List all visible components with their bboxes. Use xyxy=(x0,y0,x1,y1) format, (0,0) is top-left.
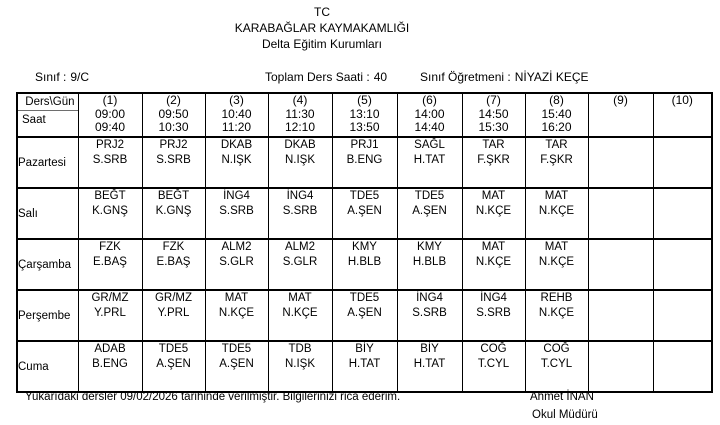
lesson-code: TDE5 xyxy=(221,343,252,355)
lesson-cell xyxy=(332,341,397,392)
total-hours-value: 40 xyxy=(373,70,388,84)
lesson-cell xyxy=(205,239,268,290)
lesson-teacher: N.KÇE xyxy=(282,306,318,319)
lesson-teacher: T.CYL xyxy=(477,357,510,370)
period-start-time: 14:00 xyxy=(414,106,445,121)
lesson-cell xyxy=(332,137,397,188)
lesson-teacher: H.TAT xyxy=(413,357,446,370)
day-row xyxy=(17,188,712,239)
period-header-7 xyxy=(462,93,525,137)
lesson-teacher: H.TAT xyxy=(413,153,446,166)
period-start-time: 09:00 xyxy=(94,106,126,121)
day-label: Çarşamba xyxy=(17,239,78,290)
header-line-kurum: Delta Eğitim Kurumları xyxy=(261,37,383,51)
period-header-8 xyxy=(525,93,588,137)
period-start-time: 11:30 xyxy=(285,106,315,121)
period-start-time: 15:40 xyxy=(541,106,572,121)
lesson-cell xyxy=(397,188,462,239)
lesson-code: PRJ2 xyxy=(159,139,188,151)
lesson-teacher: E.BAŞ xyxy=(93,255,127,268)
lesson-cell xyxy=(205,341,268,392)
lesson-cell xyxy=(78,341,142,392)
lesson-code: BEĞT xyxy=(94,190,126,202)
lesson-cell xyxy=(78,239,142,290)
lesson-cell xyxy=(205,137,268,188)
lesson-teacher: N.KÇE xyxy=(538,204,575,217)
lesson-code: FZK xyxy=(99,241,121,253)
day-label: Salı xyxy=(17,188,78,239)
period-header-1 xyxy=(78,93,142,137)
lesson-cell xyxy=(653,239,712,290)
lesson-code: ALM2 xyxy=(221,241,252,253)
day-row xyxy=(17,341,712,392)
period-end-time: 15:30 xyxy=(478,120,509,134)
lesson-code: GR/MZ xyxy=(91,292,129,304)
lesson-code: GR/MZ xyxy=(154,292,193,304)
lesson-code: TAR xyxy=(482,139,505,151)
lesson-cell xyxy=(268,341,332,392)
lesson-teacher: N.KÇE xyxy=(538,306,575,319)
lesson-cell xyxy=(332,290,397,341)
lesson-cell xyxy=(588,188,653,239)
period-end-time: 10:30 xyxy=(158,120,189,134)
lesson-cell xyxy=(462,137,525,188)
class-info xyxy=(35,70,89,84)
lesson-cell xyxy=(588,341,653,392)
lesson-cell xyxy=(462,188,525,239)
lesson-code: TDE5 xyxy=(414,190,445,202)
lesson-code: BEĞT xyxy=(157,190,190,202)
lesson-cell xyxy=(205,188,268,239)
lesson-code: İNG4 xyxy=(223,190,250,202)
period-header-4 xyxy=(268,93,332,137)
lesson-cell xyxy=(332,239,397,290)
lesson-teacher: B.ENG xyxy=(346,153,383,166)
lesson-teacher: A.ŞEN xyxy=(412,204,447,217)
lesson-teacher: N.IŞK xyxy=(221,153,252,166)
lesson-teacher: K.GNŞ xyxy=(92,204,128,217)
lesson-code: COĞ xyxy=(480,343,507,355)
lesson-teacher: S.SRB xyxy=(476,306,511,319)
signature-name: Ahmet İNAN xyxy=(530,391,594,403)
lesson-cell xyxy=(142,239,205,290)
lesson-teacher: S.SRB xyxy=(219,204,254,217)
lesson-cell xyxy=(397,239,462,290)
period-header-9 xyxy=(588,93,653,137)
period-end-time: 14:40 xyxy=(414,120,445,134)
lesson-teacher: A.ŞEN xyxy=(347,204,382,217)
lesson-teacher: S.SRB xyxy=(282,204,318,217)
period-end-time: 09:40 xyxy=(94,120,126,134)
lesson-code: BİY xyxy=(420,343,439,355)
lesson-code: REHB xyxy=(540,292,573,304)
lesson-cell xyxy=(462,341,525,392)
period-end-time: 16:20 xyxy=(541,120,572,134)
lesson-code: DKAB xyxy=(284,139,316,151)
lesson-cell xyxy=(588,239,653,290)
period-start-time: 14:50 xyxy=(478,106,509,121)
lesson-teacher: S.GLR xyxy=(282,255,318,268)
lesson-code: COĞ xyxy=(543,343,570,355)
lesson-cell xyxy=(588,137,653,188)
period-header-10 xyxy=(653,93,712,137)
header-row xyxy=(17,93,712,137)
lesson-cell xyxy=(462,239,525,290)
lesson-cell xyxy=(525,239,588,290)
lesson-code: PRJ2 xyxy=(95,139,125,151)
day-label: Perşembe xyxy=(17,290,78,341)
period-header-3 xyxy=(205,93,268,137)
lesson-teacher: F.ŞKR xyxy=(477,153,510,166)
corner-cell xyxy=(17,93,78,137)
corner-label-saat: Saat xyxy=(22,114,46,126)
lesson-code: TDB xyxy=(288,343,312,355)
lesson-teacher: N.KÇE xyxy=(218,306,255,319)
footer-note: Yukarıdaki dersler 09/02/2026 tarihinde verilmiştir. Bilgilerinizi rica ederim. xyxy=(25,391,401,403)
lesson-teacher: H.TAT xyxy=(348,357,381,370)
lesson-cell xyxy=(332,188,397,239)
timetable-body xyxy=(17,137,712,392)
lesson-cell xyxy=(653,341,712,392)
lesson-cell xyxy=(525,188,588,239)
total-hours-label: Toplam Ders Saati : xyxy=(265,70,370,84)
lesson-cell xyxy=(205,290,268,341)
lesson-teacher: A.ŞEN xyxy=(156,357,191,370)
lesson-cell xyxy=(268,137,332,188)
class-teacher-label: Sınıf Öğretmeni : xyxy=(420,70,511,84)
class-teacher-value: NİYAZİ KEÇE xyxy=(514,70,589,84)
period-header-2 xyxy=(142,93,205,137)
lesson-teacher: S.SRB xyxy=(156,153,191,166)
lesson-teacher: H.BLB xyxy=(347,255,382,268)
lesson-code: MAT xyxy=(544,241,569,253)
class-label: Sınıf : xyxy=(35,70,67,84)
lesson-code: BİY xyxy=(355,343,374,355)
lesson-code: MAT xyxy=(224,292,249,304)
period-number: (9) xyxy=(613,93,628,107)
period-number: (5) xyxy=(357,93,372,107)
lesson-teacher: N.KÇE xyxy=(475,255,512,268)
lesson-teacher: N.KÇE xyxy=(538,255,575,268)
lesson-teacher: A.ŞEN xyxy=(219,357,254,370)
header-line-tc: TC xyxy=(314,5,330,19)
lesson-cell xyxy=(397,341,462,392)
lesson-teacher: E.BAŞ xyxy=(156,255,191,268)
lesson-code: MAT xyxy=(544,190,569,202)
lesson-code: İNG4 xyxy=(480,292,507,304)
period-number: (2) xyxy=(166,93,181,107)
lesson-cell xyxy=(397,137,462,188)
lesson-cell xyxy=(525,341,588,392)
lesson-teacher: F.ŞKR xyxy=(540,153,573,166)
lesson-cell xyxy=(142,290,205,341)
period-number: (7) xyxy=(486,93,501,107)
lesson-cell xyxy=(653,188,712,239)
period-header-5 xyxy=(332,93,397,137)
lesson-teacher: S.SRB xyxy=(92,153,128,166)
lesson-code: ALM2 xyxy=(284,241,316,253)
lesson-teacher: K.GNŞ xyxy=(155,204,192,217)
period-start-time: 13:10 xyxy=(349,106,380,121)
lesson-code: PRJ1 xyxy=(350,139,379,151)
day-label: Cuma xyxy=(17,341,78,392)
lesson-teacher: A.ŞEN xyxy=(347,306,382,319)
period-number: (1) xyxy=(102,93,118,107)
lesson-teacher: Y.PRL xyxy=(157,306,190,319)
lesson-teacher: H.BLB xyxy=(412,255,447,268)
period-number: (4) xyxy=(292,93,308,107)
lesson-code: TAR xyxy=(545,139,568,151)
class-value: 9/C xyxy=(70,70,90,84)
class-teacher-info xyxy=(420,70,589,84)
lesson-code: MAT xyxy=(481,241,506,253)
total-hours-info xyxy=(265,70,387,84)
period-end-time: 12:10 xyxy=(284,120,316,134)
day-row xyxy=(17,239,712,290)
lesson-cell xyxy=(268,188,332,239)
lesson-cell xyxy=(653,137,712,188)
document-header xyxy=(0,4,644,52)
lesson-code: DKAB xyxy=(220,139,253,151)
period-end-time: 11:20 xyxy=(221,120,252,134)
corner-label-ders-gun: Ders\Gün xyxy=(18,94,78,111)
period-number: (3) xyxy=(229,93,244,107)
lesson-teacher: Y.PRL xyxy=(94,306,126,319)
lesson-cell xyxy=(268,239,332,290)
lesson-code: TDE5 xyxy=(349,292,380,304)
lesson-code: TDE5 xyxy=(349,190,380,202)
lesson-code: SAĞL xyxy=(414,139,445,151)
timetable-table xyxy=(16,92,713,393)
lesson-teacher: S.GLR xyxy=(219,255,254,268)
lesson-cell xyxy=(397,290,462,341)
day-row xyxy=(17,290,712,341)
lesson-code: İNG4 xyxy=(416,292,443,304)
lesson-code: MAT xyxy=(481,190,506,202)
lesson-teacher: N.IŞK xyxy=(284,153,316,166)
day-label: Pazartesi xyxy=(17,137,78,188)
period-start-time: 10:40 xyxy=(221,106,252,121)
lesson-cell xyxy=(525,290,588,341)
lesson-code: ADAB xyxy=(94,343,126,355)
lesson-cell xyxy=(268,290,332,341)
lesson-cell xyxy=(142,341,205,392)
lesson-teacher: N.IŞK xyxy=(284,357,316,370)
lesson-teacher: T.CYL xyxy=(540,357,573,370)
lesson-code: TDE5 xyxy=(158,343,189,355)
lesson-teacher: N.KÇE xyxy=(475,204,512,217)
lesson-cell xyxy=(78,290,142,341)
period-end-time: 13:50 xyxy=(349,120,380,134)
period-header-6 xyxy=(397,93,462,137)
timetable-header-row xyxy=(17,93,712,137)
lesson-cell xyxy=(78,137,142,188)
lesson-cell xyxy=(525,137,588,188)
period-number: (6) xyxy=(422,93,437,107)
lesson-code: KMY xyxy=(352,241,377,253)
period-number: (10) xyxy=(671,93,693,107)
lesson-cell xyxy=(462,290,525,341)
lesson-code: İNG4 xyxy=(286,190,314,202)
day-row xyxy=(17,137,712,188)
lesson-code: MAT xyxy=(288,292,312,304)
header-line-kaymakamlik: KARABAĞLAR KAYMAKAMLIĞI xyxy=(234,21,410,35)
lesson-teacher: B.ENG xyxy=(92,357,128,370)
lesson-teacher: S.SRB xyxy=(412,306,447,319)
lesson-cell xyxy=(142,137,205,188)
lesson-code: FZK xyxy=(162,241,185,253)
lesson-cell xyxy=(588,290,653,341)
lesson-code: KMY xyxy=(417,241,442,253)
period-number: (8) xyxy=(549,93,564,107)
signature-title: Okul Müdürü xyxy=(532,409,598,421)
period-start-time: 09:50 xyxy=(158,106,189,121)
lesson-cell xyxy=(142,188,205,239)
lesson-cell xyxy=(653,290,712,341)
lesson-cell xyxy=(78,188,142,239)
